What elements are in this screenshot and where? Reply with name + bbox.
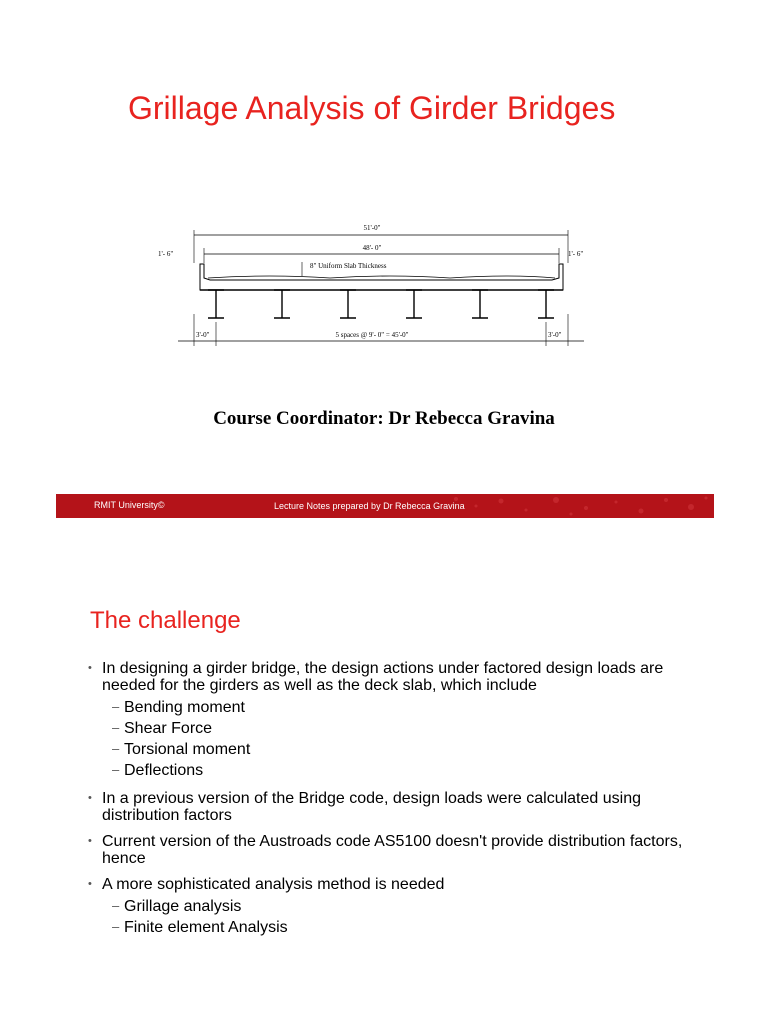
bullet-item bbox=[86, 876, 686, 893]
section-title: The challenge bbox=[90, 607, 241, 634]
bullet-text: In a previous version of the Bridge code, design loads were calculated using distribution factors bbox=[102, 790, 641, 824]
sub-item bbox=[86, 896, 686, 917]
sub-item bbox=[86, 718, 686, 739]
footer-lecture-notes: Lecture Notes prepared by Dr Rebecca Gravina bbox=[274, 501, 465, 511]
dim-spacing: 5 spaces @ 9'- 0" = 45'-0" bbox=[335, 331, 409, 339]
bullet-dot-icon: • bbox=[88, 835, 92, 847]
dash-icon: – bbox=[112, 720, 120, 735]
sub-item bbox=[86, 697, 686, 718]
bullet-dot-icon: • bbox=[88, 662, 92, 674]
footer-band bbox=[56, 494, 714, 518]
footer-university: RMIT University© bbox=[94, 500, 165, 510]
dim-left-overhang: 3'-0" bbox=[196, 331, 210, 339]
dash-icon: – bbox=[112, 699, 120, 714]
dash-icon: – bbox=[112, 741, 120, 756]
sub-text: Bending moment bbox=[124, 699, 245, 716]
bullet-list bbox=[86, 660, 686, 938]
dim-right-overhang: 3'-0" bbox=[548, 331, 562, 339]
slide-title: Grillage Analysis of Girder Bridges bbox=[128, 90, 616, 126]
dim-left-edge: 1'- 6" bbox=[158, 250, 174, 258]
sub-item bbox=[86, 760, 686, 781]
course-coordinator: Course Coordinator: Dr Rebecca Gravina bbox=[213, 408, 555, 429]
bullet-text: Current version of the Austroads code AS5100 doesn't provide distribution factors, hence bbox=[102, 833, 683, 867]
sub-item bbox=[86, 739, 686, 760]
bullet-item bbox=[86, 660, 686, 694]
sub-item bbox=[86, 917, 686, 938]
bullet-dot-icon: • bbox=[88, 792, 92, 804]
sub-text: Shear Force bbox=[124, 720, 213, 737]
dim-right-edge: 1'- 6" bbox=[568, 250, 584, 258]
sub-text: Grillage analysis bbox=[124, 898, 242, 915]
sub-text: Torsional moment bbox=[124, 741, 251, 758]
bullet-text: A more sophisticated analysis method is needed bbox=[102, 876, 445, 893]
sub-text: Finite element Analysis bbox=[124, 919, 288, 936]
bullet-text: In designing a girder bridge, the design actions under factored design loads are needed for the girders as well as the deck slab, which include bbox=[102, 660, 664, 694]
bullet-item bbox=[86, 833, 686, 867]
dash-icon: – bbox=[112, 762, 120, 777]
sub-text: Deflections bbox=[124, 762, 204, 779]
dash-icon: – bbox=[112, 919, 120, 934]
dash-icon: – bbox=[112, 898, 120, 913]
dim-inner: 48'- 0" bbox=[362, 244, 382, 252]
slab-note: 8" Uniform Slab Thickness bbox=[310, 262, 387, 270]
bullet-item bbox=[86, 790, 686, 824]
bridge-cross-section-diagram bbox=[150, 218, 590, 350]
dim-overall: 51'-0" bbox=[363, 224, 381, 232]
bullet-dot-icon: • bbox=[88, 878, 92, 890]
